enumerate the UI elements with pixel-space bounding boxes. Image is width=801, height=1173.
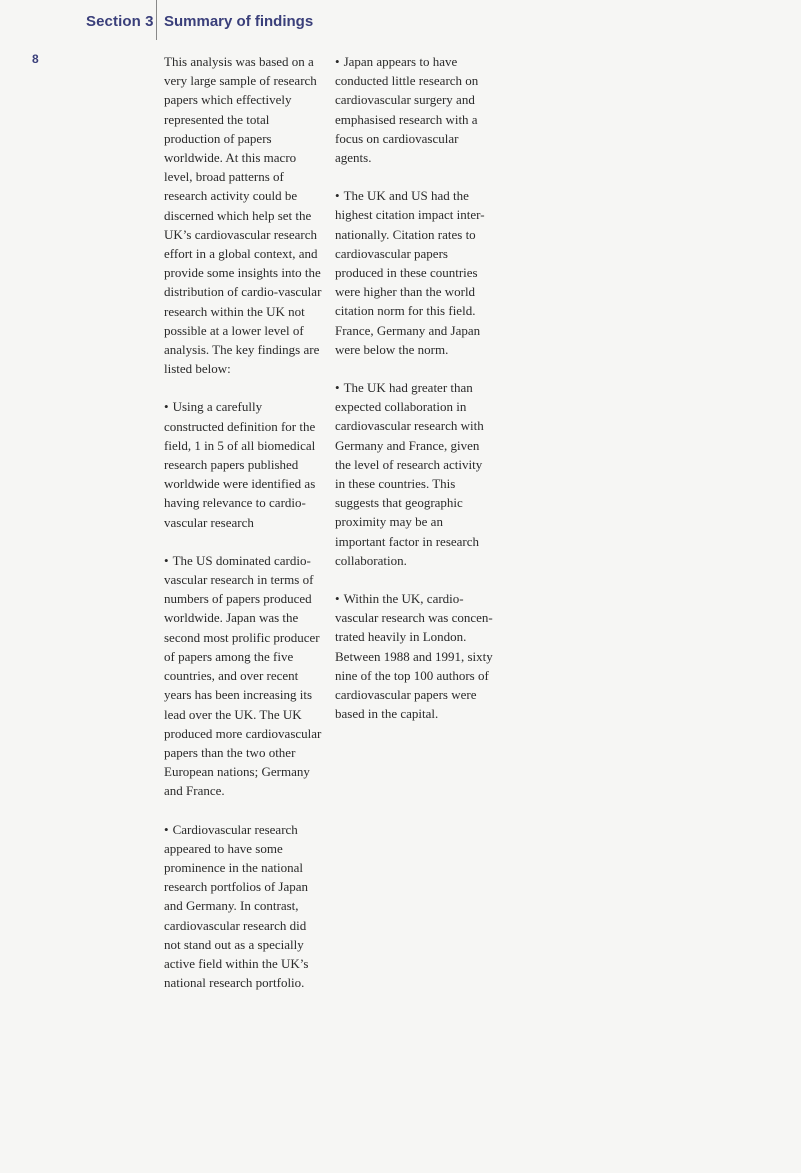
finding-bullet: • Using a carefully constructed definition for the field, 1 in 5 of all biomedical research papers published worldwide were identified as having relevance to cardio-vascular research (164, 397, 324, 531)
finding-bullet: • The UK had greater than expected collaboration in cardiovascular research with Germany and France, given the level of research activity in these countries. This suggests that geographic proximity may be an important factor in research collaboration. (335, 378, 495, 570)
finding-bullet: • Japan appears to have conducted little research on cardiovascular surgery and emphasised research with a focus on cardiovascular agents. (335, 52, 495, 167)
finding-bullet: • The UK and US had the highest citation impact inter-nationally. Citation rates to cardiovascular papers produced in these countries were higher than the world citation norm for this field. France, Germany and Japan were below the norm. (335, 186, 495, 359)
right-column (335, 52, 495, 743)
section-title: Summary of findings (164, 13, 314, 30)
finding-bullet: • Cardiovascular research appeared to have some prominence in the national research portfolios of Japan and Germany. In contrast, cardiovascular research did not stand out as a specially active field within the UK’s national research portfolio. (164, 820, 324, 993)
page-number: 8 (32, 52, 39, 66)
left-column (164, 52, 324, 1011)
finding-bullet: • Within the UK, cardio-vascular research was concen-trated heavily in London. Between 1988 and 1991, sixty nine of the top 100 authors of cardiovascular papers were based in the capital. (335, 589, 495, 723)
finding-bullet: • The US dominated cardio-vascular research in terms of numbers of papers produced worldwide. Japan was the second most prolific producer of papers among the five countries, and over recent years has been increasing its lead over the UK. The UK produced more cardiovascular papers than the two other European nations; Germany and France. (164, 551, 324, 801)
section-label: Section 3 (86, 13, 154, 30)
intro-paragraph: This analysis was based on a very large sample of research papers which effectively represented the total production of papers worldwide. At this macro level, broad patterns of research activity could be discerned which help set the UK’s cardiovascular research effort in a global context, and provide some insights into the distribution of cardio-vascular research within the UK not possible at a lower level of analysis. The key findings are listed below: (164, 54, 322, 377)
header-divider (156, 0, 157, 40)
